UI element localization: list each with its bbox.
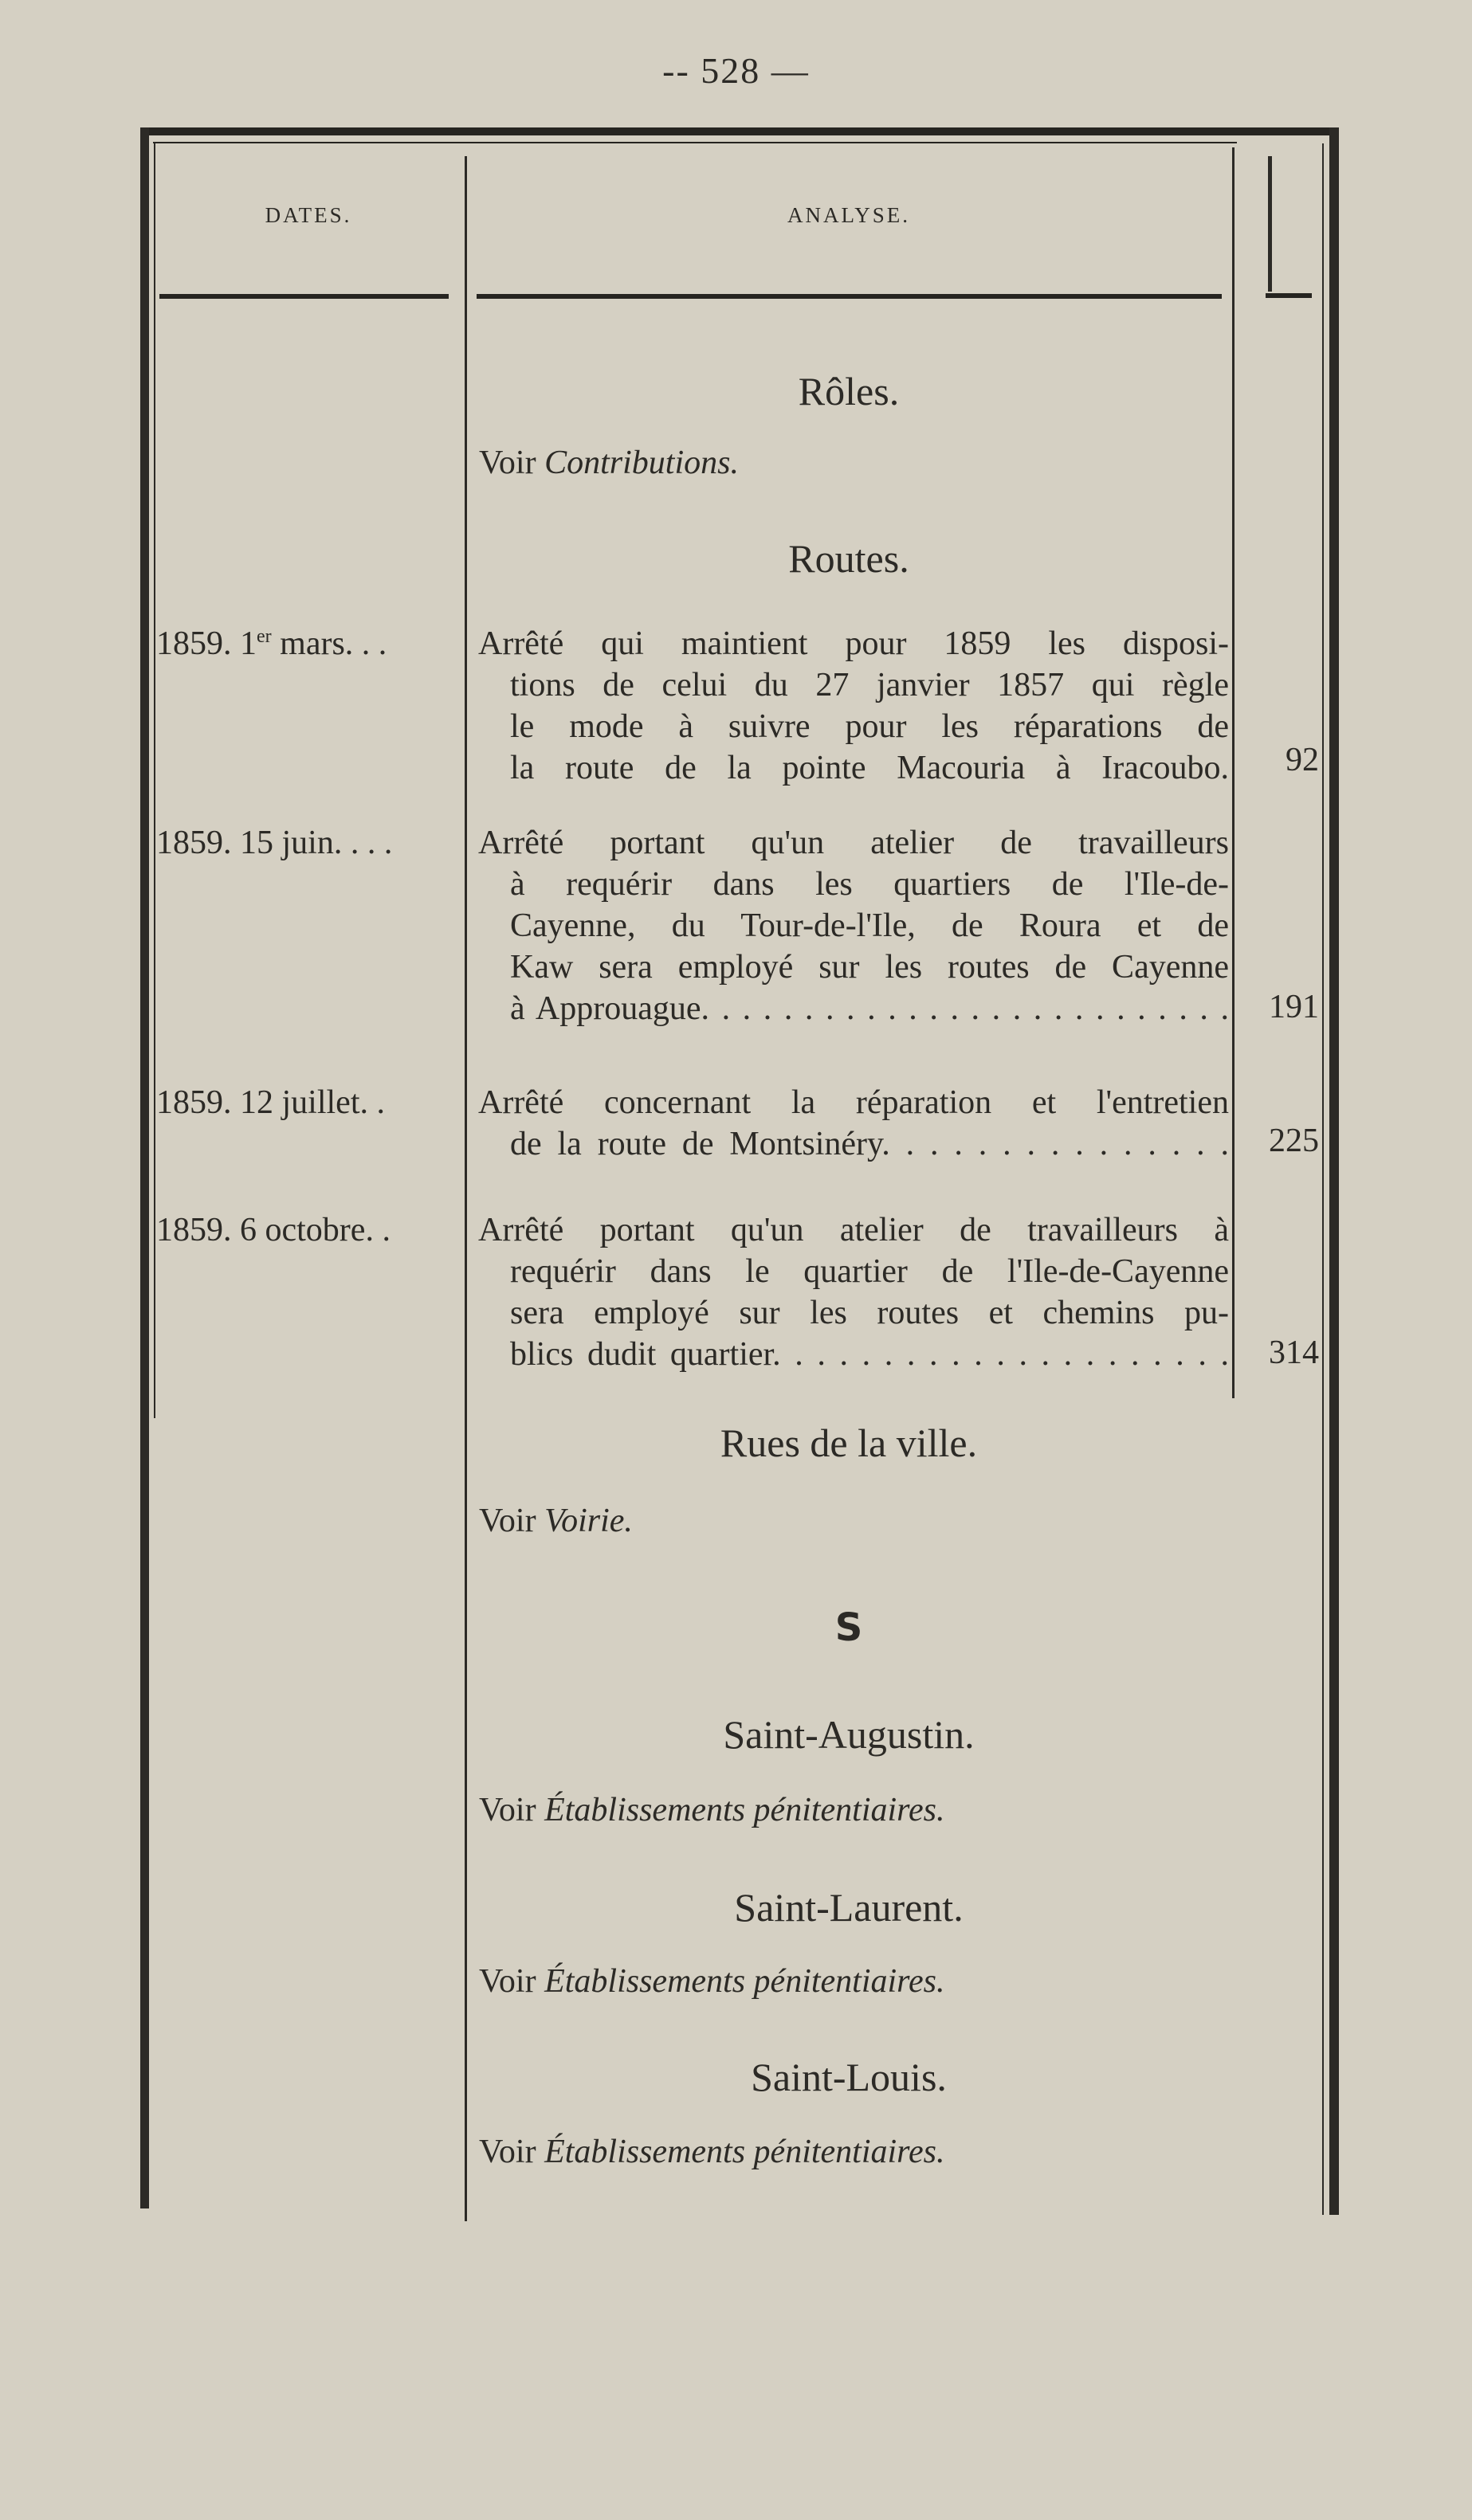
see-also-saint-louis: Voir Établissements pénitentiaires. (479, 2134, 945, 2170)
top-thin-rule (153, 142, 1237, 143)
entry-date: 1859. 6 octobre. . (156, 1212, 391, 1248)
entry-analysis: Arrêté qui maintient pour 1859 les disposi- tions de celui du 27 janvier 1857 qui règle le mode à suivre pour les réparations de la route de la pointe Macouria à Iracoubo. (478, 625, 1229, 786)
section-title-saint-augustin: Saint-Augustin. (723, 1712, 975, 1757)
header-rule-analyse (477, 294, 1222, 299)
see-also-roles: Voir Contributions. (479, 445, 739, 481)
see-also-rues: Voir Voirie. (479, 1503, 633, 1539)
right-border (1329, 127, 1339, 2215)
header-rule-pages (1266, 293, 1312, 298)
entry-analysis: Arrêté portant qu'un atelier de travailleurs à requérir dans le quartier de l'Ile-de-Cayenne sera employé sur les routes et chemins pu- blics dudit quartier. . . . . . . . . . . . . . . . . . . . . (478, 1212, 1229, 1373)
right-inner-rule (1322, 143, 1324, 2215)
entry-page: 225 (1269, 1123, 1319, 1159)
section-title-saint-laurent: Saint-Laurent. (734, 1885, 964, 1930)
alphabet-letter: S (834, 1605, 863, 1650)
left-inner-rule (154, 143, 155, 1418)
column-header-dates: DATES. (265, 203, 352, 227)
top-border (140, 127, 1339, 135)
entry-analysis: Arrêté concernant la réparation et l'entretien de la route de Montsinéry. . . . . . . . . . . . . . . (478, 1084, 1229, 1162)
section-title-rues: Rues de la ville. (720, 1421, 978, 1465)
see-also-saint-augustin: Voir Établissements pénitentiaires. (479, 1792, 945, 1828)
see-also-saint-laurent: Voir Établissements pénitentiaires. (479, 1963, 945, 2000)
entry-page: 314 (1269, 1334, 1319, 1371)
page-number: -- 528 — (662, 50, 810, 91)
section-title-saint-louis: Saint-Louis. (751, 2055, 947, 2099)
section-title-routes: Routes. (788, 536, 909, 581)
entry-date: 1859. 15 juin. . . . (156, 825, 393, 861)
header-rule-dates (159, 294, 449, 299)
dates-divider (465, 156, 467, 2221)
entry-page: 191 (1269, 989, 1319, 1025)
left-border (140, 127, 149, 2208)
entry-date: 1859. 1er mars. . . (156, 625, 387, 662)
entry-date: 1859. 12 juillet. . (156, 1084, 385, 1121)
entry-analysis: Arrêté portant qu'un atelier de travailleurs à requérir dans les quartiers de l'Ile-de- Cayenne, du Tour-de-l'Ile, de Roura et de Kaw sera employé sur les routes de Cayenne à Approuague. . . . . . . . . . . . . . . . . . . . . . . . . . (478, 825, 1229, 1027)
section-title-roles: Rôles. (798, 369, 900, 413)
column-header-analyse: ANALYSE. (787, 203, 911, 227)
pages-divider (1232, 147, 1235, 1398)
entry-page: 92 (1286, 742, 1319, 778)
pages-header-rule (1268, 156, 1272, 292)
